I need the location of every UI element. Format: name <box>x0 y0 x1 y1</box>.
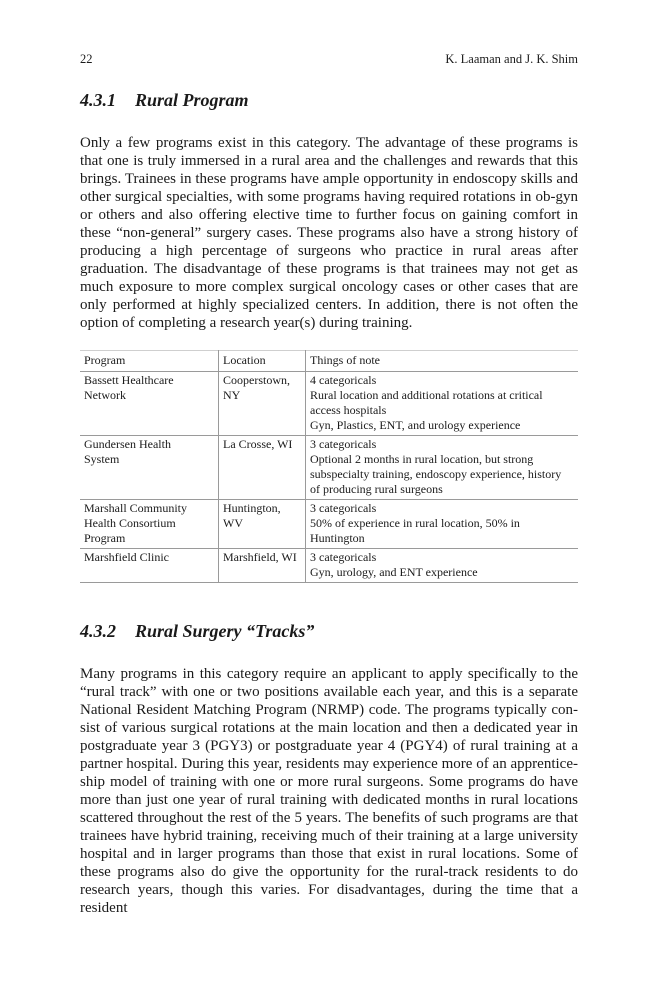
paragraph-rural-program: Only a few programs exist in this category. The advantage of these programs is that one is truly immersed in a rural area and the challenges and rewards that this brings. Trainees in these programs have ample opportunity in endoscopy skills and other surgical specialties, with some programs having required rotations in ob-gyn or others and also offering elective time to further focus on gaining comfort in these “non-general” surgery cases. These programs also have a strong history of producing a high percentage of surgeons who practice in rural areas after graduation. The disadvantage of these programs is that trainees may not get as much exposure to more complex surgical oncology cases or other cases that are only performed at highly specialized centers. In addition, there is not often the option of completing a research year(s) during training. <box>80 135 578 331</box>
cell-line: 4 categoricals <box>310 373 377 387</box>
cell-line: Health Consortium <box>84 516 176 530</box>
cell-program <box>80 372 219 436</box>
cell-line: 3 categoricals <box>310 437 377 451</box>
cell-notes <box>306 549 579 583</box>
cell-line: Cooperstown, <box>223 373 290 387</box>
cell-location <box>219 436 306 500</box>
column-header-location: Location <box>219 351 306 372</box>
table-row <box>80 436 578 500</box>
table-header-row <box>80 351 578 372</box>
cell-notes <box>306 500 579 549</box>
cell-line: Optional 2 months in rural location, but strong <box>310 452 534 466</box>
cell-location <box>219 500 306 549</box>
cell-location <box>219 549 306 583</box>
cell-line: Huntington, <box>223 501 281 515</box>
cell-line: 50% of experience in rural location, 50% in <box>310 516 520 530</box>
cell-line: of producing rural surgeons <box>310 482 443 496</box>
cell-line: Gyn, Plastics, ENT, and urology experience <box>310 418 521 432</box>
running-head <box>80 52 578 68</box>
cell-line: 3 categoricals <box>310 550 377 564</box>
section-title: Rural Program <box>135 90 249 110</box>
section-title: Rural Surgery “Tracks” <box>135 621 315 641</box>
table-row <box>80 372 578 436</box>
cell-line: Rural location and additional rotations at critical <box>310 388 543 402</box>
section-number: 4.3.2 <box>80 621 116 641</box>
running-head-authors: K. Laaman and J. K. Shim <box>445 52 578 66</box>
programs-table <box>80 350 578 583</box>
cell-line: Gundersen Health <box>84 437 171 451</box>
page-number: 22 <box>80 52 93 66</box>
cell-line: Bassett Healthcare <box>84 373 174 387</box>
cell-line: Marshfield Clinic <box>84 550 169 564</box>
cell-line: access hospitals <box>310 403 387 417</box>
table-row <box>80 549 578 583</box>
cell-location <box>219 372 306 436</box>
cell-line: subspecialty training, endoscopy experience, history <box>310 467 562 481</box>
cell-line: Program <box>84 531 126 545</box>
column-header-program: Program <box>80 351 219 372</box>
cell-line: La Crosse, WI <box>223 437 293 451</box>
cell-program <box>80 500 219 549</box>
cell-program <box>80 549 219 583</box>
cell-line: Network <box>84 388 126 402</box>
cell-notes <box>306 436 579 500</box>
cell-program <box>80 436 219 500</box>
cell-notes <box>306 372 579 436</box>
paragraph-rural-tracks: Many programs in this category require an applicant to apply specifically to the “rural track” with one or two positions available each year, and this is a separate National Resident Matching Program (NRMP) code. The programs typically consist of various surgical rotations at the main location and then a dedicated year in postgraduate year 3 (PGY3) or postgraduate year 4 (PGY4) of rural training at a partner hospital. During this year, residents may experience more of an apprenticeship model of training with one or more rural surgeons. Some programs do have more than just one year of rural training with dedicated months in rural locations scattered throughout the rest of the 5 years. The benefits of such programs are that trainees have hybrid training, receiving much of their training at a large university hospital and in larger programs than those that exist in rural locations. Some of these programs also do give the opportunity for the rural-track residents to do research years, though this varies. For disadvantages, during the time that a resident <box>80 666 578 916</box>
cell-line: NY <box>223 388 241 402</box>
cell-line: WV <box>223 516 243 530</box>
table-row <box>80 500 578 549</box>
cell-line: Marshall Community <box>84 501 187 515</box>
cell-line: System <box>84 452 120 466</box>
cell-line: 3 categoricals <box>310 501 377 515</box>
table-body <box>80 372 578 583</box>
column-header-notes: Things of note <box>310 353 380 367</box>
cell-line: Marshfield, WI <box>223 550 297 564</box>
section-heading-rural-tracks <box>80 621 314 642</box>
cell-line: Gyn, urology, and ENT experience <box>310 565 478 579</box>
cell-line: Huntington <box>310 531 365 545</box>
section-heading-rural-program <box>80 90 249 111</box>
section-number: 4.3.1 <box>80 90 116 110</box>
